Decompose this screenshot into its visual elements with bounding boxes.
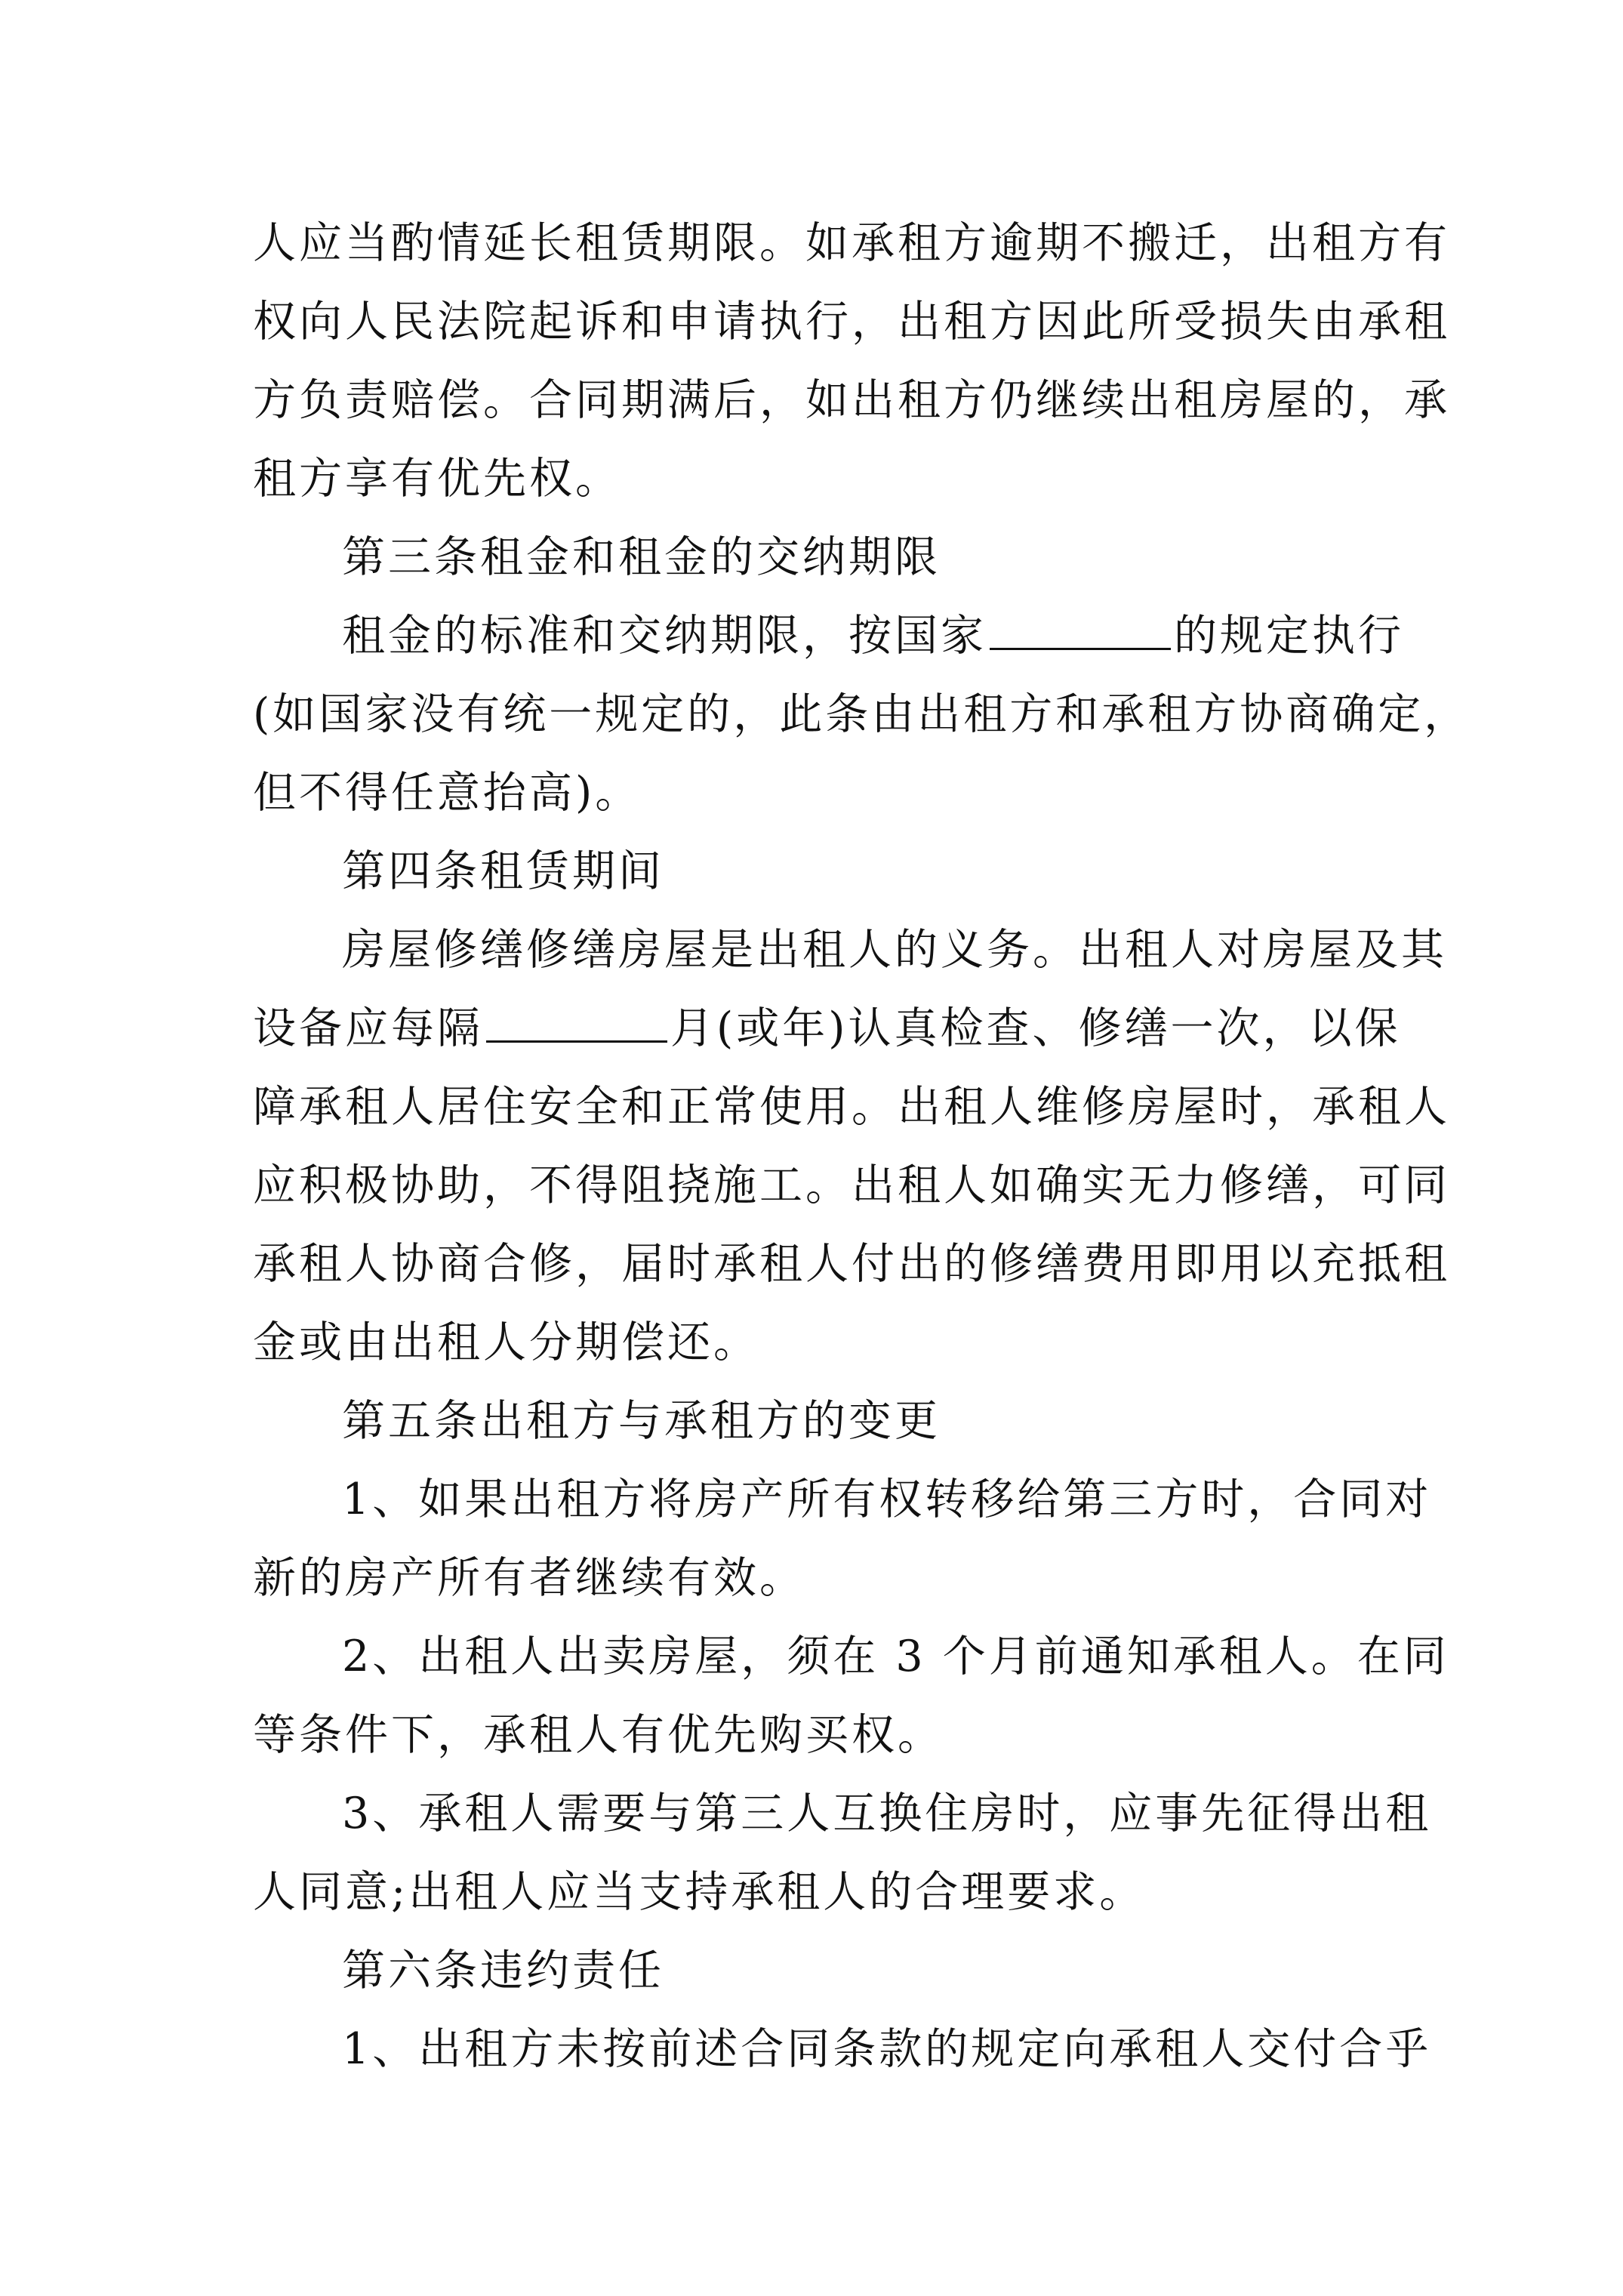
paragraph-line: 权向人民法院起诉和申请执行，出租方因此所受损失由承租 xyxy=(253,297,1450,347)
paragraph-line: 2、出租人出卖房屋，须在 3 个月前通知承租人。在同 xyxy=(342,1632,1449,1681)
paragraph-line: 金或由出租人分期偿还。 xyxy=(253,1318,759,1367)
section-heading-article-3: 第三条租金和租金的交纳期限 xyxy=(342,532,941,582)
paragraph-line: 应积极协助，不得阻挠施工。出租人如确实无力修缮，可同 xyxy=(253,1160,1450,1210)
section-heading-article-6: 第六条违约责任 xyxy=(342,1946,664,1996)
paragraph-line: 但不得任意抬高)。 xyxy=(253,768,642,818)
section-heading-article-4: 第四条租赁期间 xyxy=(342,846,664,896)
paragraph-line: 1、出租方未按前述合同条款的规定向承租人交付合乎 xyxy=(342,2024,1432,2074)
paragraph-line: 3、承租人需要与第三人互换住房时，应事先征得出租 xyxy=(342,1789,1432,1838)
paragraph-line: 等条件下，承租人有优先购买权。 xyxy=(253,1710,944,1760)
paragraph-line: 人应当酌情延长租赁期限。如承租方逾期不搬迁，出租方有 xyxy=(253,218,1450,268)
paragraph-line xyxy=(253,989,1401,1068)
paragraph-line: 新的房产所有者继续有效。 xyxy=(253,1553,805,1603)
document-page xyxy=(253,204,1471,2088)
line-text-before-blank: 设备应每隔 xyxy=(253,1003,483,1053)
paragraph-line: 1、如果出租方将房产所有权转移给第三方时，合同对 xyxy=(342,1475,1432,1524)
paragraph-line xyxy=(253,596,1404,675)
line-text-before-blank: 租金的标准和交纳期限，按国家 xyxy=(342,611,987,661)
fill-in-blank xyxy=(486,998,667,1043)
paragraph-line: (如国家没有统一规定的，此条由出租方和承租方协商确定， xyxy=(253,689,1471,739)
line-text-after-blank: 的规定执行 xyxy=(1174,611,1404,661)
paragraph-line: 人同意;出租人应当支持承租人的合理要求。 xyxy=(253,1867,1146,1917)
paragraph-line: 房屋修缮修缮房屋是出租人的义务。出租人对房屋及其 xyxy=(342,925,1447,975)
paragraph-line: 障承租人居住安全和正常使用。出租人维修房屋时，承租人 xyxy=(253,1082,1450,1132)
paragraph-line: 租方享有优先权。 xyxy=(253,454,621,504)
paragraph-line: 方负责赔偿。合同期满后，如出租方仍继续出租房屋的，承 xyxy=(253,375,1450,425)
paragraph-line: 承租人协商合修，届时承租人付出的修缮费用即用以充抵租 xyxy=(253,1239,1450,1289)
line-text-after-blank: 月(或年)认真检查、修缮一次，以保 xyxy=(670,1003,1401,1053)
fill-in-blank xyxy=(990,606,1171,650)
section-heading-article-5: 第五条出租方与承租方的变更 xyxy=(342,1396,941,1446)
